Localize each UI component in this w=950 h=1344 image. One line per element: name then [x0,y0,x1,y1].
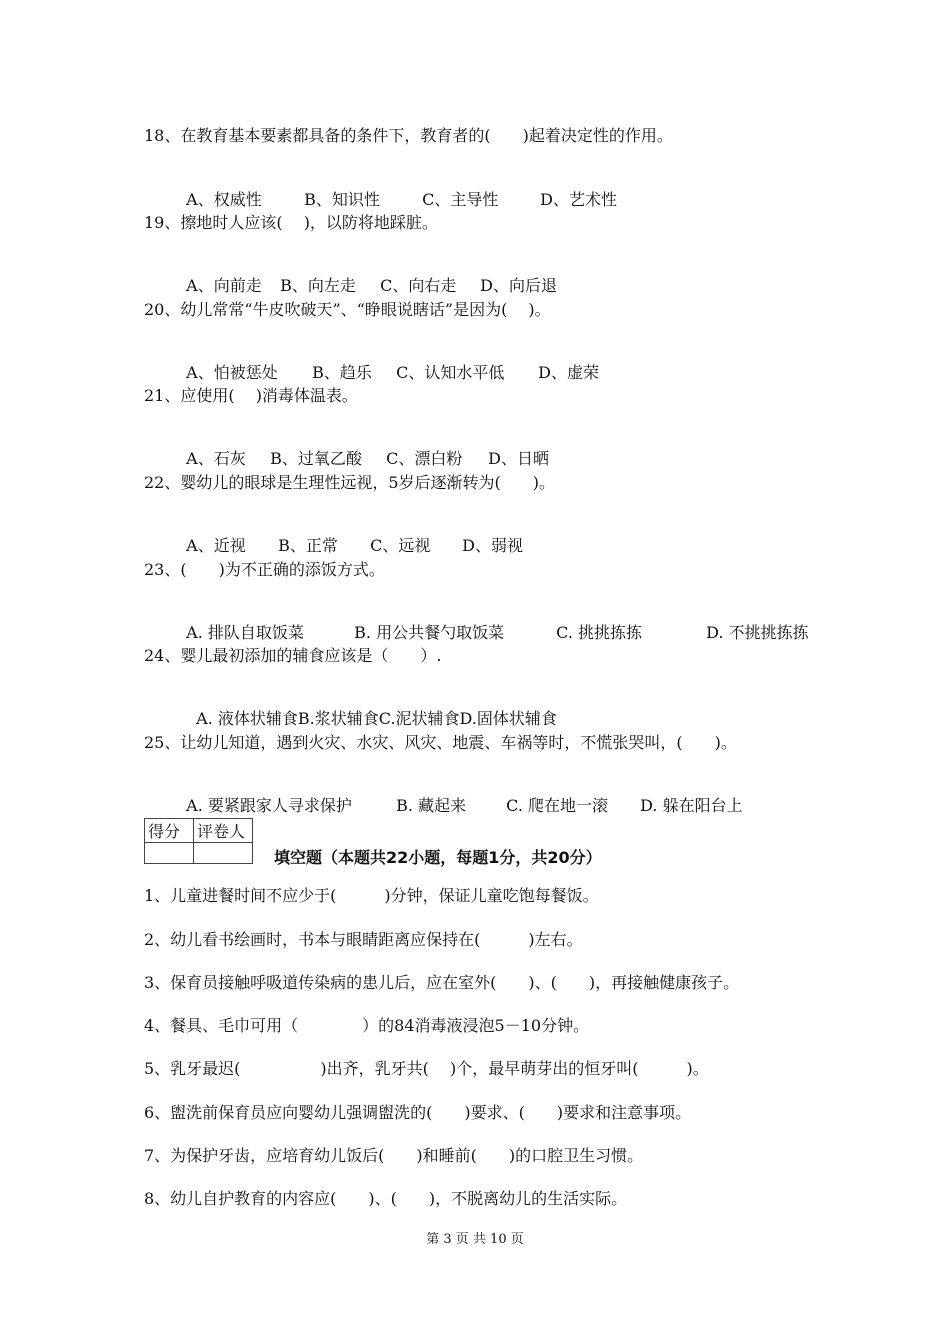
option: B. 用公共餐勺取饭菜 [354,623,505,642]
option: B、过氧乙酸 [270,449,362,468]
option: C、向右走 [380,276,457,295]
option: B. 藏起来 [396,796,467,815]
fill-blank-1: 1、儿童进餐时间不应少于( )分钟，保证儿童吃饱每餐饭。 [144,886,599,905]
options-21 [176,429,549,469]
option: C、漂白粉 [386,449,463,468]
option: D、虚荣 [538,363,600,382]
option: A. 液体状辅食 [196,709,298,728]
option: A、向前走 [186,276,262,295]
score-cell [145,843,194,864]
option: A、石灰 [186,449,246,468]
option: A、权威性 [186,190,262,209]
option: B、知识性 [304,190,380,209]
option: A. 要紧跟家人寻求保护 [186,796,352,815]
question-20: 20、幼儿常常“牛皮吹破天”、“睁眼说瞎话”是因为( )。 [144,300,551,319]
section-title: 填空题（本题共22小题，每题1分，共20分） [274,848,602,867]
fill-blank-3: 3、保育员接触呼吸道传染病的患儿后，应在室外( )、( )，再接触健康孩子。 [144,973,740,992]
option: B.浆状辅食 [297,709,379,728]
options-25 [176,776,743,816]
question-21: 21、应使用( )消毒体温表。 [144,386,358,405]
option: A. 排队自取饭菜 [186,623,304,642]
question-23: 23、( )为不正确的添饭方式。 [144,560,385,579]
option: D. 躲在阳台上 [640,796,743,815]
options-19 [176,256,557,296]
options-18 [176,170,617,210]
question-19: 19、擦地时人应该( )，以防将地踩脏。 [144,213,438,232]
score-label: 得分 [145,819,194,843]
score-box [144,818,253,864]
option: D、向后退 [480,276,558,295]
option: A、怕被惩处 [186,363,278,382]
option: A、近视 [186,536,246,555]
option: B、正常 [278,536,338,555]
option: C、认知水平低 [396,363,505,382]
option: C. 爬在地一滚 [506,796,609,815]
option: D、弱视 [462,536,524,555]
fill-blank-4: 4、餐具、毛巾可用（ ）的84消毒液浸泡5－10分钟。 [144,1016,590,1035]
options-22 [176,516,523,556]
question-18: 18、在教育基本要素都具备的条件下，教育者的( )起着决定性的作用。 [144,126,673,145]
options-24 [186,689,557,729]
option: D. 不挑挑拣拣 [706,623,809,642]
option: D、日晒 [488,449,550,468]
question-22: 22、婴幼儿的眼球是生理性远视，5岁后逐渐转为( )。 [144,473,556,492]
page-footer: 第 3 页 共 10 页 [426,1232,524,1247]
fill-blank-6: 6、盥洗前保育员应向婴幼儿强调盥洗的( )要求、( )要求和注意事项。 [144,1103,692,1122]
grader-cell [194,843,253,864]
grader-label: 评卷人 [194,819,253,843]
option: C.泥状辅食 [378,709,460,728]
fill-blank-8: 8、幼儿自护教育的内容应( )、( )，不脱离幼儿的生活实际。 [144,1189,628,1208]
option: B、向左走 [280,276,356,295]
fill-blank-2: 2、幼儿看书绘画时，书本与眼睛距离应保持在( )左右。 [144,930,583,949]
fill-blank-5: 5、乳牙最迟( )出齐，乳牙共( )个，最早萌芽出的恒牙叫( )。 [144,1059,709,1078]
fill-blank-7: 7、为保护牙齿，应培育幼儿饭后( )和睡前( )的口腔卫生习惯。 [144,1146,644,1165]
question-25: 25、让幼儿知道，遇到火灾、水灾、风灾、地震、车祸等时，不慌张哭叫，( )。 [144,733,737,752]
option: D.固体状辅食 [459,709,557,728]
option: B、趋乐 [312,363,372,382]
options-20 [176,343,599,383]
option: D、艺术性 [540,190,618,209]
option: C、主导性 [422,190,499,209]
question-24: 24、婴儿最初添加的辅食应该是（ ）. [144,646,442,665]
option: C. 挑挑拣拣 [556,623,643,642]
options-23 [176,603,809,643]
option: C、远视 [370,536,431,555]
